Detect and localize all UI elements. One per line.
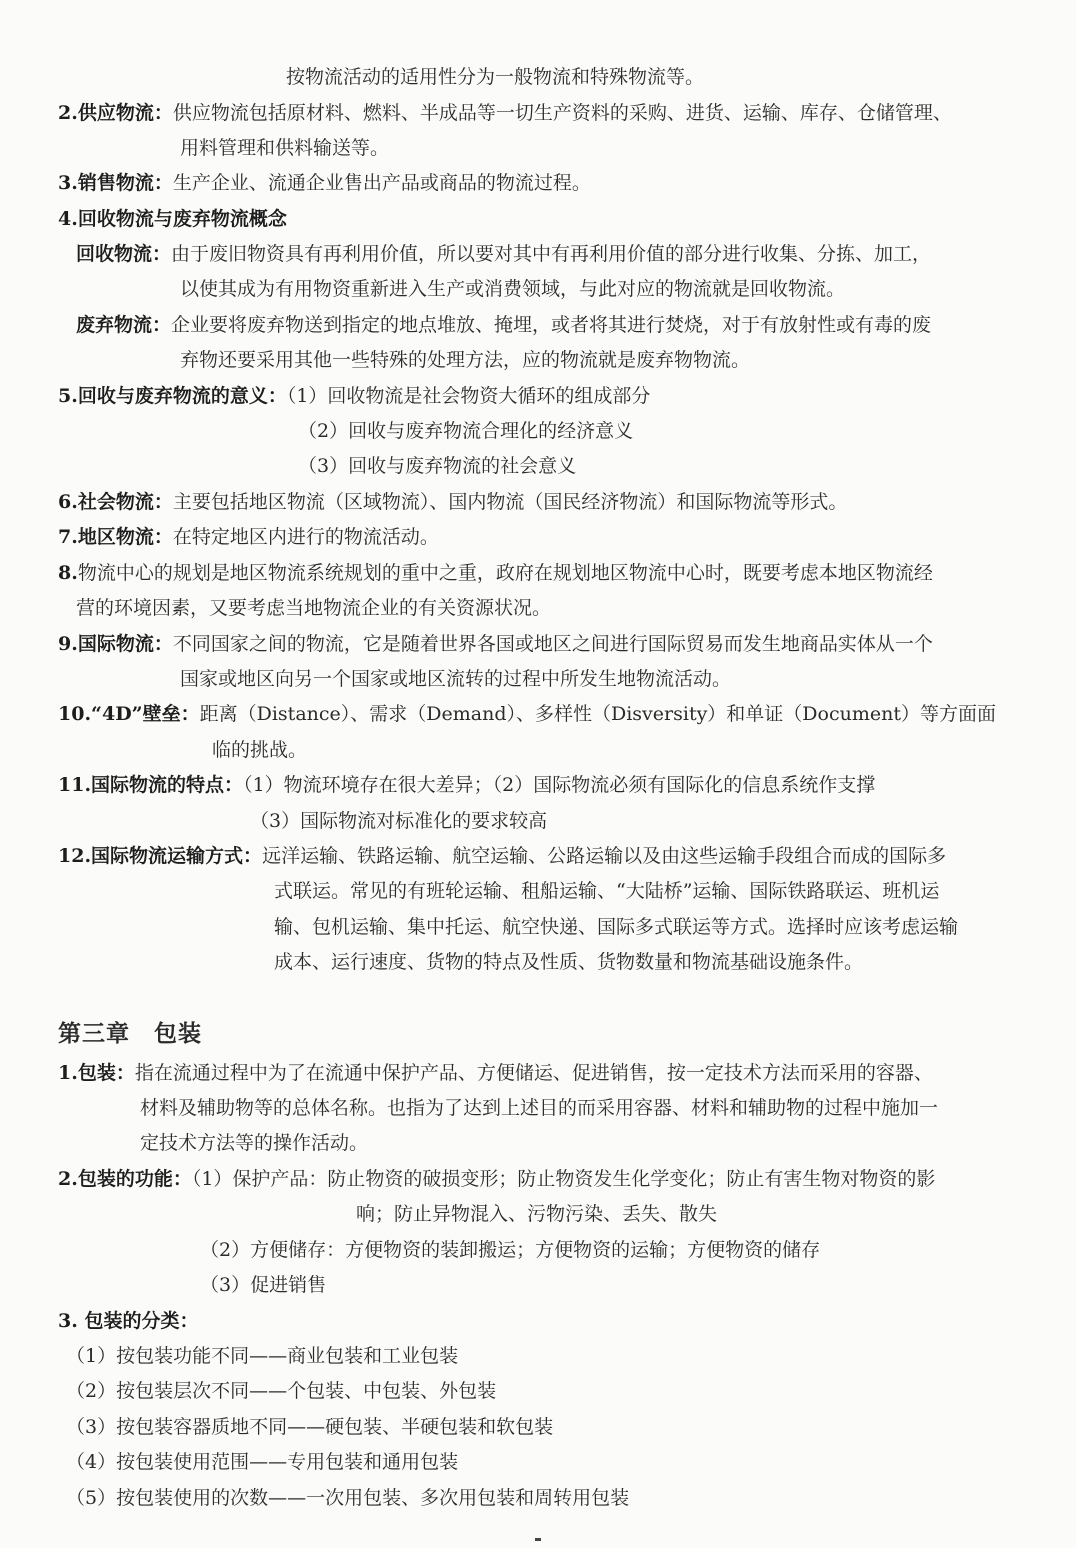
4d-barriers-cont: 临的挑战。 bbox=[212, 739, 308, 761]
international-features: 11.国际物流的特点：（1）物流环境存在很大差异；（2）国际物流必须有国际化的信息系统作支撑 bbox=[58, 774, 876, 796]
packaging-functions-2: （2）方便储存：方便物资的装卸搬运；方便物资的运输；方便物资的储存 bbox=[200, 1239, 821, 1261]
list-item: （2）按包装层次不同——个包装、中包装、外包装 bbox=[66, 1380, 497, 1402]
logistics-center-planning: 8.物流中心的规划是地区物流系统规划的重中之重，政府在规划地区物流中心时，既要考虑本地区物流经 bbox=[58, 562, 933, 584]
significance-3: （3）回收与废弃物流的社会意义 bbox=[298, 455, 577, 477]
waste-logistics: 废弃物流：企业要将废弃物送到指定的地点堆放、掩埋，或者将其进行焚烧，对于有放射性或有毒的废 bbox=[76, 314, 932, 336]
international-logistics-cont: 国家或地区向另一个国家或地区流转的过程中所发生地物流活动。 bbox=[180, 668, 732, 690]
recycling-waste-heading: 4.回收物流与废弃物流概念 bbox=[58, 208, 287, 230]
international-features-3: （3）国际物流对标准化的要求较高 bbox=[250, 810, 548, 832]
regional-logistics: 7.地区物流：在特定地区内进行的物流活动。 bbox=[58, 526, 439, 548]
packaging-functions-3: （3）促进销售 bbox=[200, 1274, 327, 1296]
packaging-functions-cont: 响；防止异物混入、污物污染、丢失、散失 bbox=[356, 1203, 718, 1225]
list-item: （4）按包装使用范围——专用包装和通用包装 bbox=[66, 1451, 459, 1473]
4d-barriers: 10.“4D”壁垒：距离（Distance）、需求（Demand）、多样性（Disversity）和单证（Document）等方面面 bbox=[58, 703, 996, 725]
supply-logistics: 2.供应物流：供应物流包括原材料、燃料、半成品等一切生产资料的采购、进货、运输、库存、仓储管理、 bbox=[58, 102, 952, 124]
packaging-classification-heading: 3. 包装的分类： bbox=[58, 1310, 199, 1332]
packaging-functions: 2.包装的功能：（1）保护产品：防止物资的破损变形；防止物资发生化学变化；防止有害生物对物资的影 bbox=[58, 1168, 936, 1190]
chapter-title: 第三章 包装 bbox=[58, 1020, 202, 1047]
waste-logistics-cont: 弃物还要采用其他一些特殊的处理方法，应的物流就是废弃物物流。 bbox=[180, 349, 751, 371]
intro-line: 按物流活动的适用性分为一般物流和特殊物流等。 bbox=[286, 66, 705, 88]
significance: 5.回收与废弃物流的意义：（1）回收物流是社会物资大循环的组成部分 bbox=[58, 385, 651, 407]
supply-logistics-cont: 用料管理和供料输送等。 bbox=[180, 137, 390, 159]
international-logistics: 9.国际物流：不同国家之间的物流，它是随着世界各国或地区之间进行国际贸易而发生地商品实体从一个 bbox=[58, 633, 933, 655]
transport-modes: 12.国际物流运输方式：远洋运输、铁路运输、航空运输、公路运输以及由这些运输手段组合而成的国际多 bbox=[58, 845, 947, 867]
list-item: （1）按包装功能不同——商业包装和工业包装 bbox=[66, 1345, 459, 1367]
transport-modes-cont-3: 成本、运行速度、货物的特点及性质、货物数量和物流基础设施条件。 bbox=[274, 951, 864, 973]
list-item: （5）按包装使用的次数——一次用包装、多次用包装和周转用包装 bbox=[66, 1487, 630, 1509]
packaging-definition-cont-2: 定技术方法等的操作活动。 bbox=[140, 1132, 369, 1154]
transport-modes-cont-1: 式联运。常见的有班轮运输、租船运输、“大陆桥”运输、国际铁路联运、班机运 bbox=[274, 880, 940, 902]
transport-modes-cont-2: 输、包机运输、集中托运、航空快递、国际多式联运等方式。选择时应该考虑运输 bbox=[274, 916, 959, 938]
logistics-center-planning-cont: 营的环境因素，又要考虑当地物流企业的有关资源状况。 bbox=[76, 597, 552, 619]
packaging-definition-cont-1: 材料及辅助物等的总体名称。也指为了达到上述目的而采用容器、材料和辅助物的过程中施加一 bbox=[140, 1097, 939, 1119]
packaging-definition: 1.包装：指在流通过程中为了在流通中保护产品、方便储运、促进销售，按一定技术方法而采用的容器、 bbox=[58, 1062, 933, 1084]
recycling-logistics-cont: 以使其成为有用物资重新进入生产或消费领域，与此对应的物流就是回收物流。 bbox=[180, 278, 846, 300]
significance-2: （2）回收与废弃物流合理化的经济意义 bbox=[298, 420, 634, 442]
list-item: （3）按包装容器质地不同——硬包装、半硬包装和软包装 bbox=[66, 1416, 554, 1438]
sales-logistics: 3.销售物流：生产企业、流通企业售出产品或商品的物流过程。 bbox=[58, 172, 591, 194]
page-number-mark bbox=[535, 1538, 541, 1541]
social-logistics: 6.社会物流：主要包括地区物流（区域物流）、国内物流（国民经济物流）和国际物流等形式。 bbox=[58, 491, 848, 513]
recycling-logistics: 回收物流：由于废旧物资具有再利用价值，所以要对其中有再利用价值的部分进行收集、分拣、加工， bbox=[76, 243, 932, 265]
